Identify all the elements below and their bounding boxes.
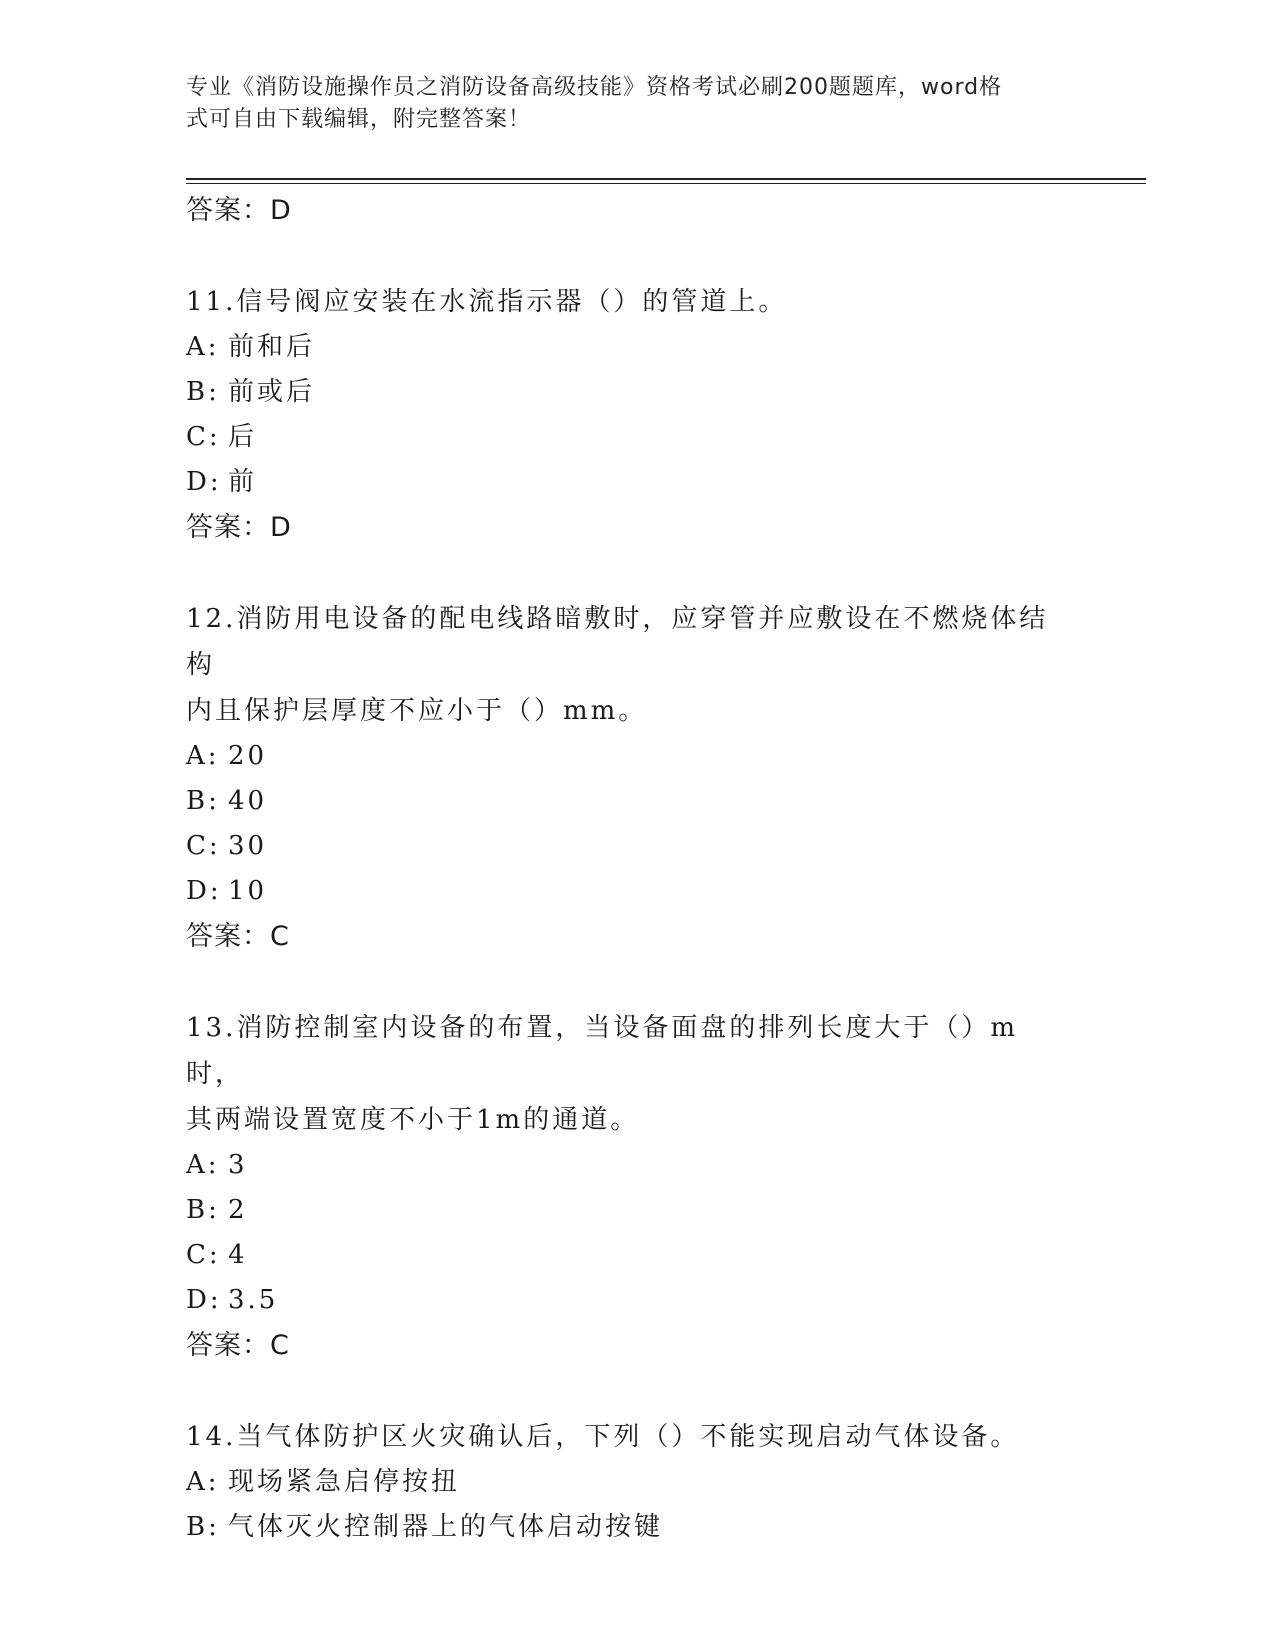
question-stem [186, 596, 1066, 734]
answer-line: 答案：D [186, 195, 292, 226]
option-text: 前或后 [228, 377, 316, 407]
option-key: B: [186, 1512, 220, 1542]
stem-line: 14.当气体防护区火灾确认后，下列（）不能实现启动气体设备。 [186, 1422, 1020, 1452]
option-key: A: [186, 1150, 220, 1180]
question-list [186, 188, 1146, 1550]
stem-line: 13.消防控制室内设备的布置，当设备面盘的排列长度大于（）m时， [186, 1013, 1019, 1089]
option-a [186, 1143, 1146, 1188]
option-a [186, 325, 1146, 370]
option-b [186, 1188, 1146, 1233]
option-d [186, 460, 1146, 505]
option-key: D: [186, 1285, 222, 1315]
document-header [186, 72, 1066, 136]
option-key: A: [186, 741, 220, 771]
option-text: 4 [228, 1240, 248, 1270]
answer-line: 答案：D [186, 512, 292, 543]
option-text: 3 [228, 1150, 248, 1180]
stem-line: 12.消防用电设备的配电线路暗敷时，应穿管并应敷设在不燃烧体结构 [186, 604, 1049, 680]
option-text: 前和后 [228, 332, 316, 362]
option-key: B: [186, 786, 220, 816]
option-a [186, 734, 1146, 779]
option-b [186, 370, 1146, 415]
option-a [186, 1460, 1146, 1505]
option-text: 前 [228, 467, 258, 497]
option-key: D: [186, 876, 222, 906]
option-d [186, 1278, 1146, 1323]
option-b [186, 1505, 1146, 1550]
option-key: C: [186, 1240, 221, 1270]
option-c [186, 1233, 1146, 1278]
header-line-2: 式可自由下载编辑，附完整答案！ [186, 107, 532, 132]
question-stem [186, 1414, 1066, 1460]
stem-line: 11.信号阀应安装在水流指示器（）的管道上。 [186, 287, 788, 317]
option-c [186, 824, 1146, 869]
question-stem [186, 1005, 1066, 1143]
question-11 [186, 279, 1146, 550]
option-text: 气体灭火控制器上的气体启动按键 [228, 1512, 664, 1542]
question-12 [186, 596, 1146, 959]
option-key: A: [186, 1467, 220, 1497]
option-b [186, 779, 1146, 824]
option-text: 20 [228, 741, 268, 771]
option-key: B: [186, 1195, 220, 1225]
answer-line: 答案：C [186, 1330, 290, 1361]
question-14 [186, 1414, 1146, 1550]
stem-line: 内且保护层厚度不应小于（）mm。 [186, 696, 648, 726]
option-key: D: [186, 467, 222, 497]
option-d [186, 869, 1146, 914]
option-text: 3.5 [228, 1285, 279, 1315]
option-text: 40 [228, 786, 268, 816]
option-text: 现场紧急启停按扭 [228, 1467, 461, 1497]
header-divider-thick [186, 178, 1146, 180]
option-key: C: [186, 831, 221, 861]
option-text: 30 [228, 831, 268, 861]
question-13 [186, 1005, 1146, 1368]
header-line-1: 专业《消防设施操作员之消防设备高级技能》资格考试必刷200题题库，word格 [186, 75, 1003, 100]
option-text: 10 [228, 876, 268, 906]
question-stem [186, 279, 1066, 325]
option-text: 2 [228, 1195, 248, 1225]
option-c [186, 415, 1146, 460]
option-key: B: [186, 377, 220, 407]
header-divider-thin [186, 183, 1146, 184]
stem-line: 其两端设置宽度不小于1m的通道。 [186, 1105, 640, 1135]
option-key: A: [186, 332, 220, 362]
option-text: 后 [228, 422, 258, 452]
option-key: C: [186, 422, 221, 452]
answer-line: 答案：C [186, 921, 290, 952]
